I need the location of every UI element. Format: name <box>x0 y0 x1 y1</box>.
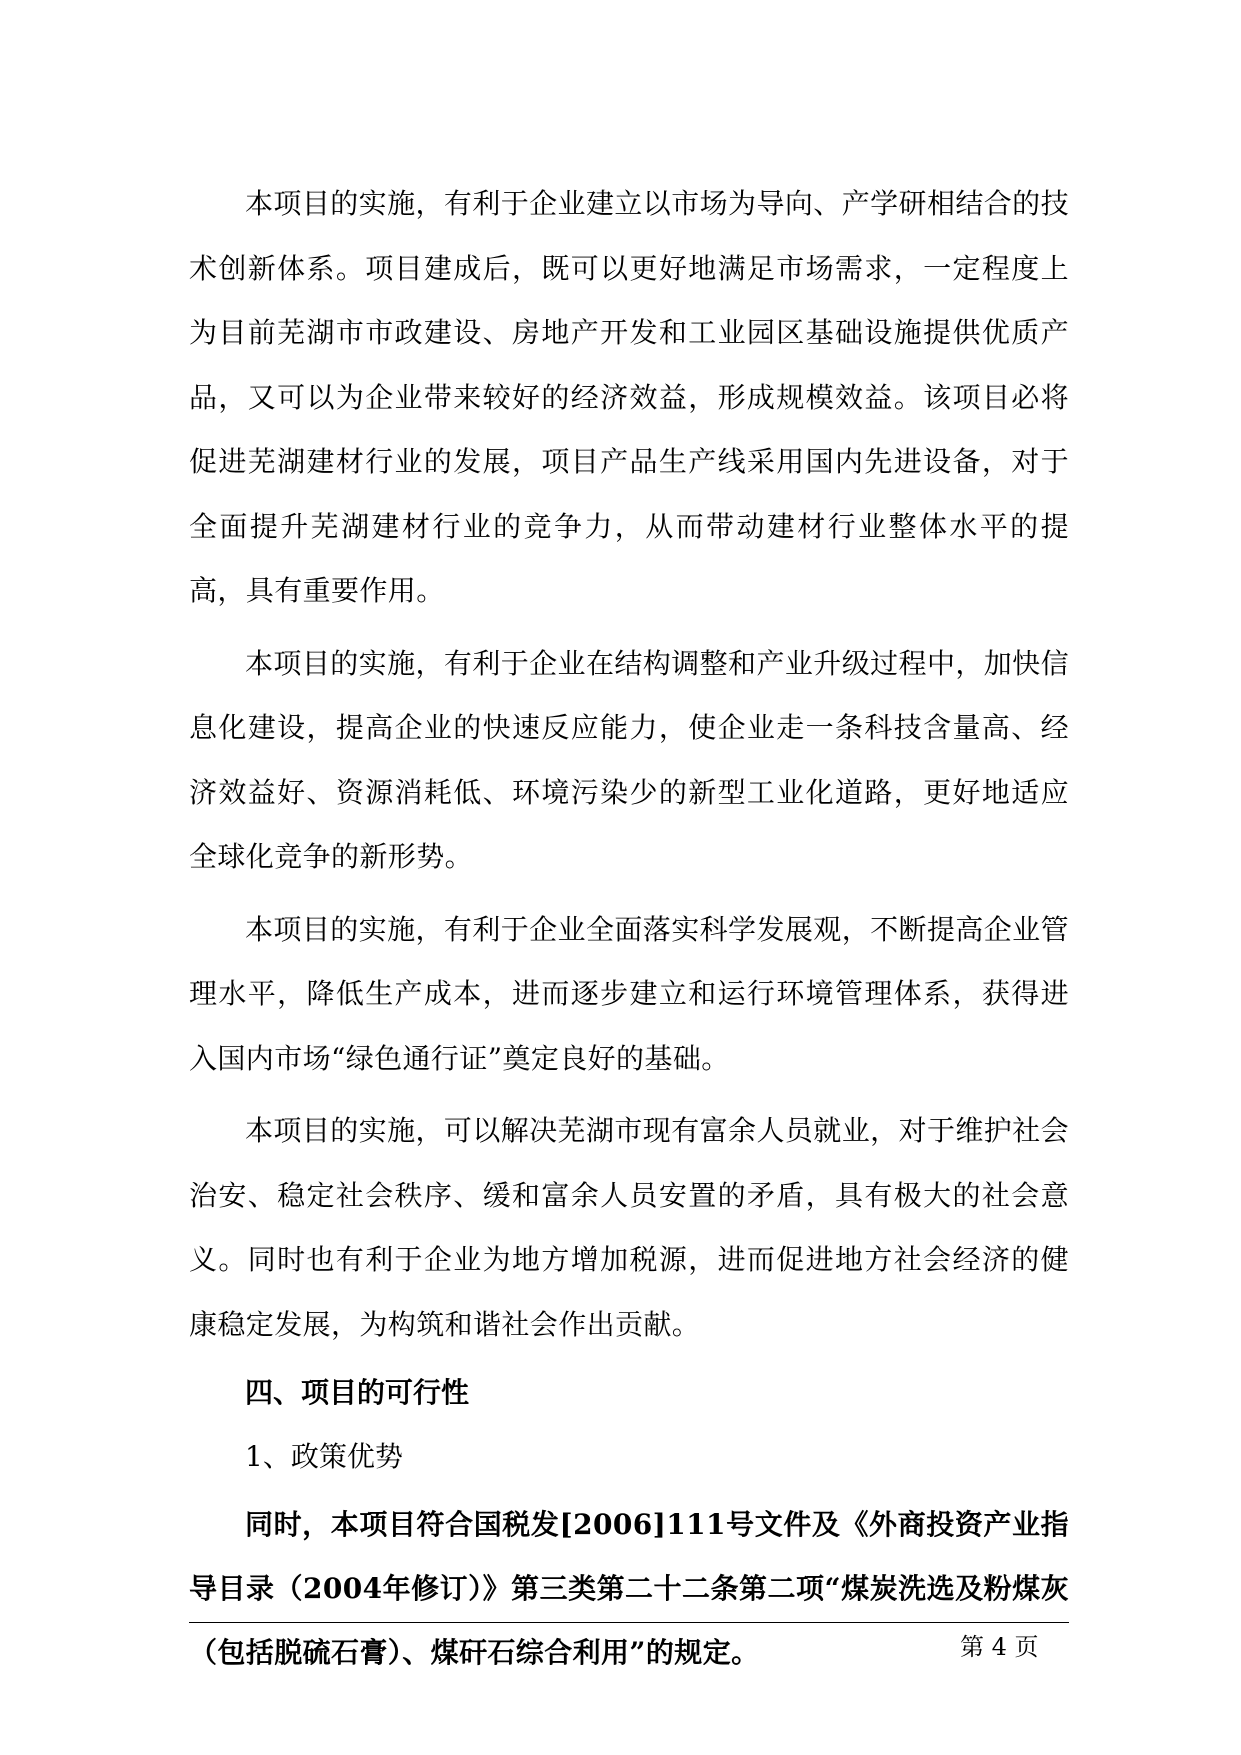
subsection-heading: 1、政策优势 <box>245 1440 403 1473</box>
section-heading: 四、项目的可行性 <box>245 1376 470 1409</box>
paragraph-innovation: 本项目的实施，有利于企业建立以市场为导向、产学研相结合的技术创新体系。项目建成后，既可以更好地满足市场需求，一定程度上为目前芜湖市市政建设、房地产开发和工业园区基础设施提供优质产品，又可以为企业带来较好的经济效益，形成规模效益。该项目必将促进芜湖建材行业的发展，项目产品生产线采用国内先进设备，对于全面提升芜湖建材行业的竞争力，从而带动建材行业整体水平的提高，具有重要作用。 <box>189 187 1069 607</box>
document-body <box>189 172 1069 1693</box>
paragraph-management: 本项目的实施，有利于企业全面落实科学发展观，不断提高企业管理水平，降低生产成本，进而逐步建立和运行环境管理体系，获得进入国内市场“绿色通行证”奠定良好的基础。 <box>189 912 1069 1075</box>
paragraph-informatization: 本项目的实施，有利于企业在结构调整和产业升级过程中，加快信息化建设，提高企业的快速反应能力，使企业走一条科技含量高、经济效益好、资源消耗低、环境污染少的新型工业化道路，更好地适应全球化竞争的新形势。 <box>189 646 1069 873</box>
paragraph-policy: 同时，本项目符合国税发[2006]111号文件及《外商投资产业指导目录（2004年修订）》第三类第二十二条第二项“煤炭洗选及粉煤灰（包括脱硫石膏）、煤矸石综合利用”的规定。 <box>189 1508 1069 1669</box>
page-number: 第 4 页 <box>960 1633 1039 1661</box>
paragraph-employment: 本项目的实施，可以解决芜湖市现有富余人员就业，对于维护社会治安、稳定社会秩序、缓和富余人员安置的矛盾，具有极大的社会意义。同时也有利于企业为地方增加税源，进而促进地方社会经济的健康稳定发展，为构筑和谐社会作出贡献。 <box>189 1114 1069 1341</box>
footer-divider <box>189 1622 1069 1623</box>
